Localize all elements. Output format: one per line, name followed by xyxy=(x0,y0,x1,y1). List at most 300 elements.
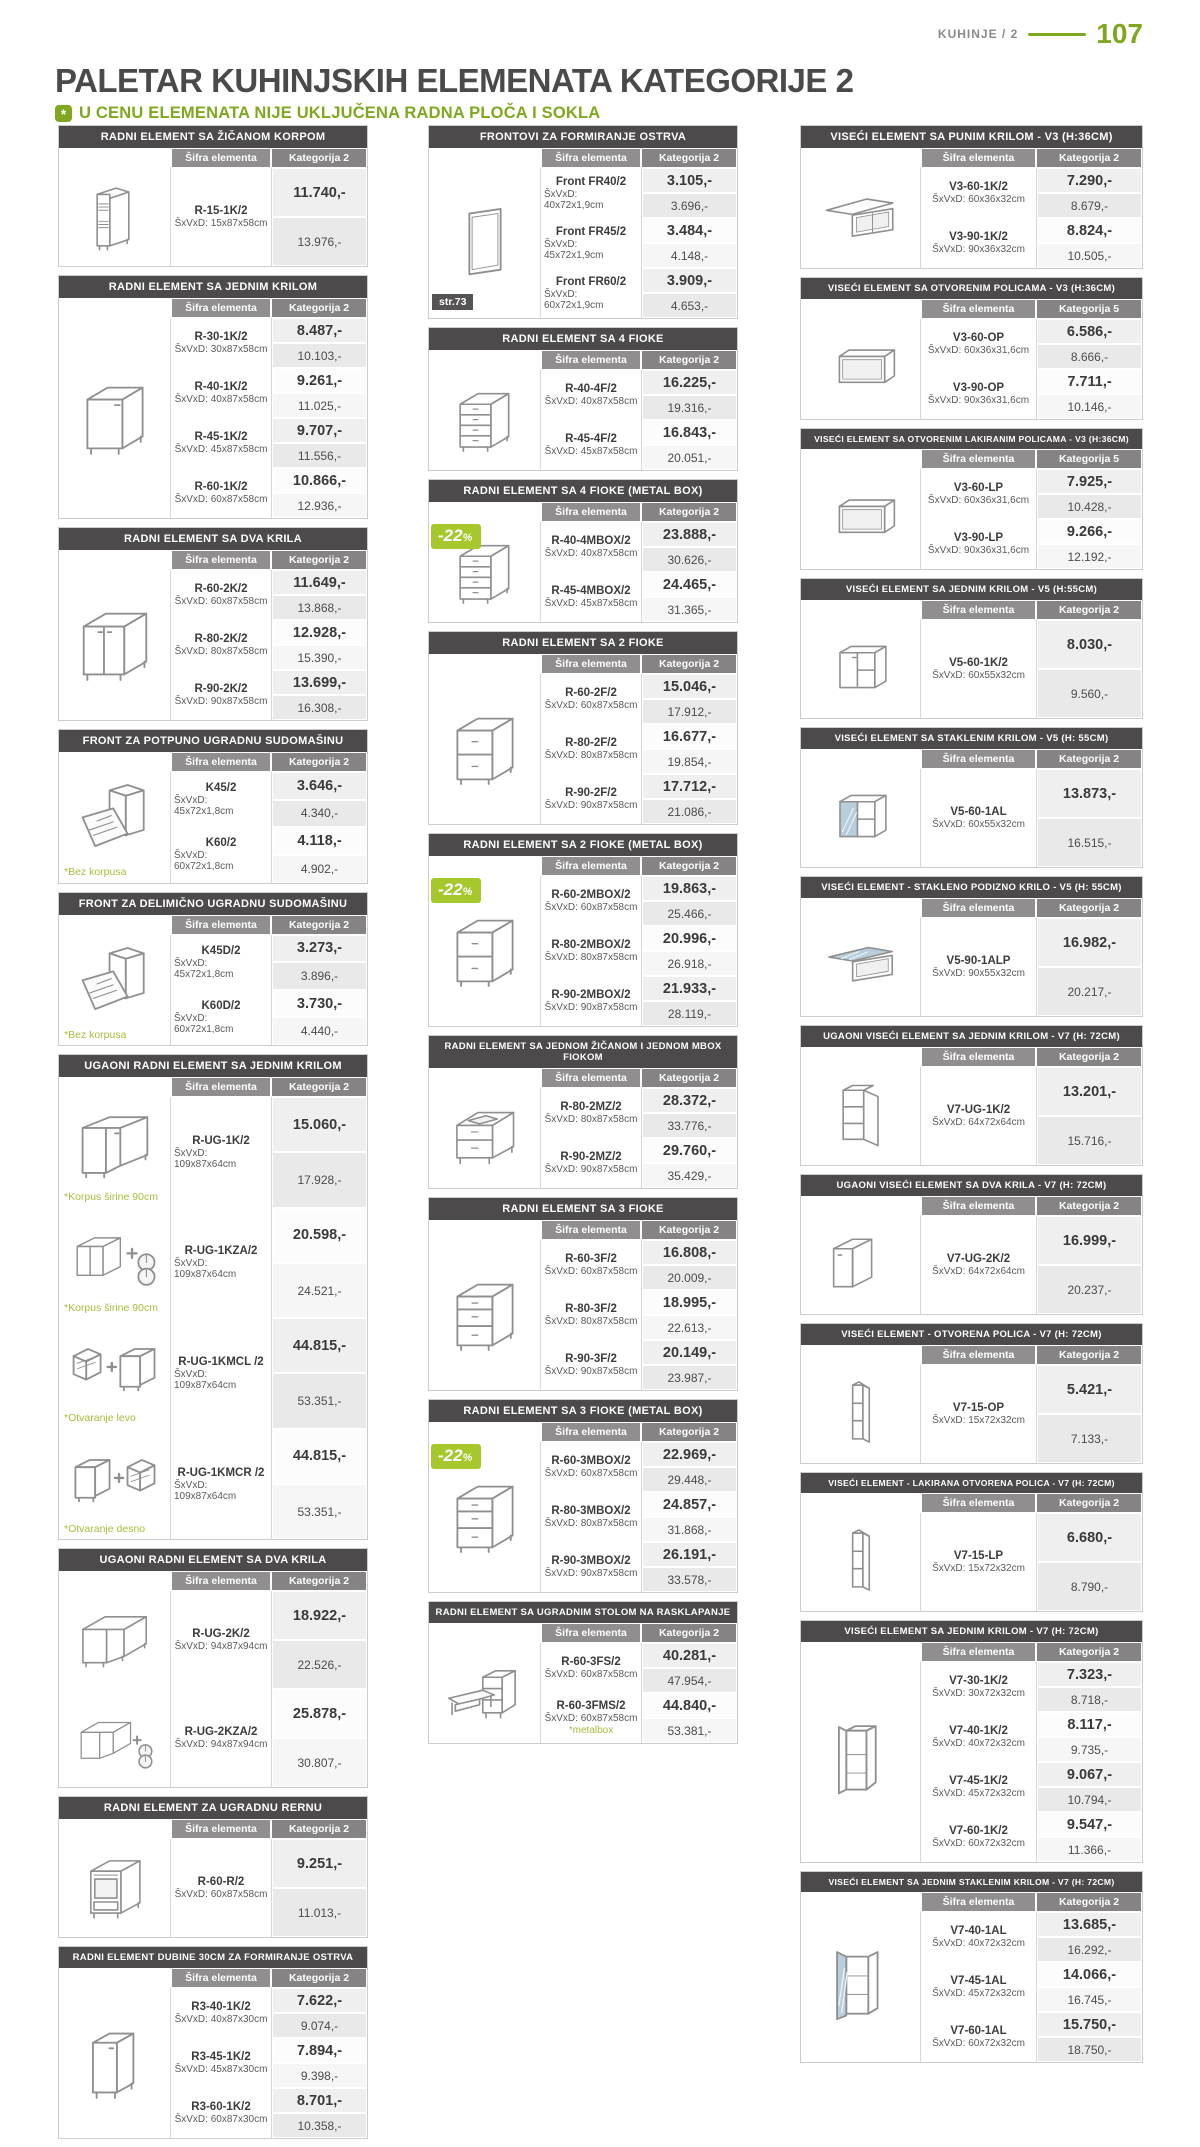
header-rule xyxy=(1028,33,1086,36)
price-current: 9.067,- xyxy=(1037,1762,1142,1787)
price-cell xyxy=(641,370,737,420)
asterisk-icon: * xyxy=(55,105,72,122)
element-dims: ŠxVxD: 45x87x30cm xyxy=(174,2064,268,2076)
element-code: R-45-1K/2 xyxy=(194,431,248,443)
price-current: 7.290,- xyxy=(1037,168,1142,193)
element-cell xyxy=(541,572,641,622)
element-cell xyxy=(921,1762,1036,1812)
element-cell xyxy=(921,1912,1036,1962)
corner-2door-icon xyxy=(75,1601,154,1680)
price-cell xyxy=(641,1240,737,1290)
price-cell xyxy=(271,1318,367,1429)
price-current: 8.701,- xyxy=(272,2088,367,2113)
code-column-header: Šifra elementa xyxy=(171,752,271,772)
table-header-spacer xyxy=(429,1623,541,1643)
table-title: VISEĆI ELEMENT - STAKLENO PODIZNO KRILO - V5 (H: 55CM) xyxy=(801,877,1142,898)
price-cell xyxy=(271,620,367,670)
price-current: 26.191,- xyxy=(642,1542,737,1567)
product-table xyxy=(58,125,368,267)
price-old: 16.745,- xyxy=(1037,1987,1142,2012)
price-cell xyxy=(271,418,367,468)
product-table xyxy=(58,1946,368,2139)
corner-wall-2door-icon xyxy=(821,1225,900,1304)
table-title: FRONT ZA DELIMIČNO UGRADNU SUDOMAŠINU xyxy=(59,893,367,915)
price-old: 4.902,- xyxy=(272,855,367,883)
product-figure xyxy=(59,1318,171,1429)
wall-open-icon xyxy=(820,479,901,560)
price-cell xyxy=(271,2088,367,2138)
table-header-spacer xyxy=(801,1642,921,1662)
price-old: 10.428,- xyxy=(1037,494,1142,519)
element-cell xyxy=(921,1712,1036,1762)
price-cell xyxy=(641,1442,737,1492)
drawers-4-icon xyxy=(444,380,525,461)
element-dims: ŠxVxD: 60x87x58cm xyxy=(174,596,268,607)
element-code: R-45-4F/2 xyxy=(565,433,617,445)
category-column-header: Kategorija 2 xyxy=(1036,600,1142,620)
price-old: 9.560,- xyxy=(1037,669,1142,718)
product-table xyxy=(428,833,738,1027)
product-figure xyxy=(59,772,171,883)
price-current: 16.808,- xyxy=(642,1240,737,1265)
price-old: 20.217,- xyxy=(1037,967,1142,1016)
shelf-narrow-icon xyxy=(821,1374,900,1453)
price-old: 15.390,- xyxy=(272,645,367,670)
element-dims: ŠxVxD: 109x87x64cm xyxy=(174,1147,237,1170)
price-old: 20.051,- xyxy=(642,445,737,470)
price-cell xyxy=(1036,918,1142,1016)
price-current: 8.117,- xyxy=(1037,1712,1142,1737)
product-table xyxy=(428,1399,738,1593)
element-code: R-90-2K/2 xyxy=(194,683,248,695)
price-old: 29.448,- xyxy=(642,1467,737,1492)
table-header-spacer xyxy=(429,856,541,876)
price-cell xyxy=(641,522,737,572)
table-title: RADNI ELEMENT SA ŽIČANOM KORPOM xyxy=(59,126,367,148)
price-cell xyxy=(271,2038,367,2088)
category-column-header: Kategorija 2 xyxy=(641,148,737,168)
element-dims: ŠxVxD: 80x87x58cm xyxy=(544,1316,638,1327)
table-title: VISEĆI ELEMENT - OTVORENA POLICA - V7 (H: 72CM) xyxy=(801,1324,1142,1345)
price-old: 53.351,- xyxy=(272,1484,367,1539)
price-old: 25.466,- xyxy=(642,901,737,926)
element-cell xyxy=(541,522,641,572)
price-cell xyxy=(271,168,367,266)
table-title: RADNI ELEMENT SA 2 FIOKE xyxy=(429,632,737,654)
element-code: V7-40-1AL xyxy=(950,1925,1007,1937)
catalog-column xyxy=(800,125,1143,2147)
drawers-2-icon xyxy=(439,703,531,795)
table-header-spacer xyxy=(59,148,171,168)
sink-drawer-icon xyxy=(444,1098,525,1179)
category-column-header: Kategorija 2 xyxy=(641,1220,737,1240)
table-body xyxy=(429,1068,737,1188)
element-cell xyxy=(171,368,271,418)
product-figure xyxy=(429,1442,541,1592)
price-old: 13.868,- xyxy=(272,595,367,620)
element-cell xyxy=(921,1812,1036,1862)
element-dims: ŠxVxD: 40x72x1,9cm xyxy=(544,188,604,211)
price-old: 11.556,- xyxy=(272,443,367,468)
price-cell xyxy=(1036,1762,1142,1812)
code-column-header: Šifra elementa xyxy=(541,1623,641,1643)
price-current: 44.815,- xyxy=(272,1318,367,1373)
product-figure xyxy=(801,1912,921,2062)
table-title: RADNI ELEMENT SA DVA KRILA xyxy=(59,528,367,550)
product-table xyxy=(800,1620,1143,1863)
table-title: RADNI ELEMENT SA 4 FIOKE (METAL BOX) xyxy=(429,480,737,502)
code-column-header: Šifra elementa xyxy=(171,298,271,318)
price-cell xyxy=(271,772,367,827)
price-current: 9.251,- xyxy=(272,1839,367,1888)
table-title: FRONT ZA POTPUNO UGRADNU SUDOMAŠINU xyxy=(59,730,367,752)
element-dims: ŠxVxD: 60x72x1,8cm xyxy=(174,1012,234,1035)
product-figure xyxy=(801,1365,921,1463)
product-figure xyxy=(59,1429,171,1540)
price-current: 14.066,- xyxy=(1037,1962,1142,1987)
element-dims: ŠxVxD: 90x36x31,6cm xyxy=(927,545,1030,556)
table-header-spacer xyxy=(801,1892,921,1912)
product-figure xyxy=(59,1208,171,1319)
element-code: R-40-4MBOX/2 xyxy=(551,535,631,547)
table-header-spacer xyxy=(59,752,171,772)
discount-badge: -22% xyxy=(431,524,481,549)
price-current: 9.547,- xyxy=(1037,1812,1142,1837)
element-code: V7-UG-2K/2 xyxy=(946,1253,1011,1265)
shelf-narrow-icon xyxy=(821,1522,900,1601)
element-dims: ŠxVxD: 90x87x58cm xyxy=(544,1164,638,1175)
category-column-header: Kategorija 2 xyxy=(1036,1345,1142,1365)
element-cell xyxy=(921,469,1036,519)
price-current: 29.760,- xyxy=(642,1138,737,1163)
product-figure xyxy=(59,1988,171,2138)
figure-note: *Bez korpusa xyxy=(64,1028,127,1041)
price-old: 21.086,- xyxy=(642,799,737,824)
price-current: 11.649,- xyxy=(272,570,367,595)
wall-open-icon xyxy=(820,329,901,410)
product-table xyxy=(800,125,1143,269)
table-header-spacer xyxy=(801,299,921,319)
wire-basket-icon xyxy=(75,177,154,256)
price-current: 15.060,- xyxy=(272,1097,367,1152)
price-current: 16.982,- xyxy=(1037,918,1142,967)
price-cell xyxy=(641,724,737,774)
product-figure xyxy=(801,918,921,1016)
price-cell xyxy=(1036,519,1142,569)
price-cell xyxy=(641,572,737,622)
price-current: 11.740,- xyxy=(272,168,367,217)
element-dims: ŠxVxD: 64x72x64cm xyxy=(932,1117,1025,1128)
code-column-header: Šifra elementa xyxy=(921,449,1036,469)
category-column-header: Kategorija 2 xyxy=(1036,1196,1142,1216)
code-column-header: Šifra elementa xyxy=(921,299,1036,319)
table-body xyxy=(801,1047,1142,1165)
code-column-header: Šifra elementa xyxy=(921,1345,1036,1365)
element-dims: ŠxVxD: 80x87x58cm xyxy=(544,750,638,761)
table-header-spacer xyxy=(429,148,541,168)
product-figure xyxy=(801,620,921,718)
table-title: RADNI ELEMENT SA JEDNIM KRILOM xyxy=(59,276,367,298)
element-dims: ŠxVxD: 90x36x31,6cm xyxy=(927,395,1030,406)
price-old: 8.718,- xyxy=(1037,1687,1142,1712)
product-figure xyxy=(59,1097,171,1208)
page-ref-tag: str.73 xyxy=(432,294,473,310)
figure-note: *Korpus širine 90cm xyxy=(64,1191,158,1204)
element-dims: ŠxVxD: 90x87x58cm xyxy=(544,800,638,811)
price-cell xyxy=(641,1643,737,1693)
price-current: 20.149,- xyxy=(642,1340,737,1365)
price-current: 5.421,- xyxy=(1037,1365,1142,1414)
table-body xyxy=(801,1892,1142,2062)
element-dims: ŠxVxD: 60x72x32cm xyxy=(932,2038,1025,2049)
element-dims: ŠxVxD: 60x55x32cm xyxy=(932,819,1025,830)
price-current: 13.873,- xyxy=(1037,769,1142,818)
price-current: 3.909,- xyxy=(642,268,737,293)
element-dims: ŠxVxD: 15x72x32cm xyxy=(932,1415,1025,1426)
element-cell xyxy=(921,918,1036,1016)
code-column-header: Šifra elementa xyxy=(921,898,1036,918)
element-dims: ŠxVxD: 94x87x94cm xyxy=(174,1641,268,1653)
category-column-header: Kategorija 2 xyxy=(641,1623,737,1643)
corner-left-icon xyxy=(70,1322,160,1412)
element-code: V7-15-OP xyxy=(952,1402,1005,1414)
element-dims: ŠxVxD: 30x87x58cm xyxy=(174,344,268,355)
category-column-header: Kategorija 2 xyxy=(1036,1493,1142,1513)
price-cell xyxy=(641,1340,737,1390)
element-dims: ŠxVxD: 40x87x30cm xyxy=(174,2014,268,2026)
product-figure xyxy=(429,168,541,318)
price-old: 20.237,- xyxy=(1037,1265,1142,1314)
price-old: 15.716,- xyxy=(1037,1116,1142,1165)
table-body xyxy=(801,749,1142,867)
table-body xyxy=(59,915,367,1046)
product-figure xyxy=(59,318,171,518)
discount-badge: -22% xyxy=(431,878,481,903)
price-old: 4.653,- xyxy=(642,293,737,318)
element-dims: ŠxVxD: 60x87x58cm xyxy=(174,494,268,505)
price-current: 19.863,- xyxy=(642,876,737,901)
element-dims: ŠxVxD: 15x72x32cm xyxy=(932,1563,1025,1574)
price-cell xyxy=(1036,769,1142,867)
price-current: 20.598,- xyxy=(272,1208,367,1263)
price-current: 15.750,- xyxy=(1037,2012,1142,2037)
element-cell xyxy=(171,1318,271,1429)
price-cell xyxy=(271,935,367,990)
element-cell xyxy=(541,1088,641,1138)
product-figure xyxy=(801,469,921,569)
price-cell xyxy=(1036,469,1142,519)
price-old: 31.365,- xyxy=(642,597,737,622)
price-old: 23.987,- xyxy=(642,1365,737,1390)
element-code: R-60-3FS/2 xyxy=(561,1656,621,1668)
price-current: 16.225,- xyxy=(642,370,737,395)
product-table xyxy=(428,631,738,825)
corner-wall-1door-icon xyxy=(821,1076,900,1155)
price-cell xyxy=(641,774,737,824)
price-current: 23.888,- xyxy=(642,522,737,547)
element-code: R-15-1K/2 xyxy=(194,205,248,217)
table-title: RADNI ELEMENT SA 3 FIOKE xyxy=(429,1198,737,1220)
product-table xyxy=(428,327,738,471)
code-column-header: Šifra elementa xyxy=(171,915,271,935)
price-cell xyxy=(271,570,367,620)
category-column-header: Kategorija 2 xyxy=(641,1422,737,1442)
product-figure xyxy=(429,1240,541,1390)
price-cell xyxy=(271,368,367,418)
element-dims: ŠxVxD: 60x87x58cm xyxy=(544,1468,638,1479)
price-old: 16.308,- xyxy=(272,695,367,720)
price-cell xyxy=(1036,1513,1142,1611)
element-cell xyxy=(541,420,641,470)
price-cell xyxy=(1036,1365,1142,1463)
element-code: R-UG-1KMCR /2 xyxy=(177,1466,265,1479)
price-current: 20.996,- xyxy=(642,926,737,951)
element-cell xyxy=(921,1662,1036,1712)
price-old: 30.626,- xyxy=(642,547,737,572)
table-title: UGAONI RADNI ELEMENT SA DVA KRILA xyxy=(59,1549,367,1571)
element-dims: ŠxVxD: 60x36x31,6cm xyxy=(927,495,1030,506)
table-body xyxy=(429,148,737,318)
price-cell xyxy=(271,468,367,518)
price-old: 17.928,- xyxy=(272,1152,367,1207)
code-column-header: Šifra elementa xyxy=(921,1047,1036,1067)
price-current: 13.685,- xyxy=(1037,1912,1142,1937)
price-current: 3.105,- xyxy=(642,168,737,193)
element-cell xyxy=(171,570,271,620)
table-body xyxy=(429,350,737,470)
figure-note: *Korpus širine 90cm xyxy=(64,1301,158,1314)
code-column-header: Šifra elementa xyxy=(921,600,1036,620)
product-figure xyxy=(801,1662,921,1862)
code-column-header: Šifra elementa xyxy=(171,148,271,168)
element-cell xyxy=(541,1542,641,1592)
element-dims: ŠxVxD: 94x87x94cm xyxy=(174,1739,268,1751)
element-cell xyxy=(171,670,271,720)
element-cell xyxy=(541,774,641,824)
element-cell xyxy=(171,1839,271,1937)
table-body xyxy=(59,1819,367,1937)
element-cell xyxy=(541,168,641,218)
wall-v5-icon xyxy=(821,629,900,708)
element-code: R-90-2F/2 xyxy=(565,787,617,799)
element-dims: ŠxVxD: 60x87x30cm xyxy=(174,2114,268,2126)
table-title: UGAONI VISEĆI ELEMENT SA DVA KRILA - V7 (H: 72CM) xyxy=(801,1175,1142,1196)
price-cell xyxy=(1036,168,1142,218)
price-current: 24.465,- xyxy=(642,572,737,597)
price-current: 4.118,- xyxy=(272,827,367,855)
price-current: 18.922,- xyxy=(272,1591,367,1640)
element-dims: ŠxVxD: 40x87x58cm xyxy=(544,548,638,559)
table-header-spacer xyxy=(429,1220,541,1240)
element-cell xyxy=(921,769,1036,867)
table-title: UGAONI VISEĆI ELEMENT SA JEDNIM KRILOM - V7 (H: 72CM) xyxy=(801,1026,1142,1047)
price-cell xyxy=(1036,319,1142,369)
price-old: 10.146,- xyxy=(1037,394,1142,419)
element-dims: ŠxVxD: 40x87x58cm xyxy=(544,396,638,407)
product-table xyxy=(58,1548,368,1788)
code-column-header: Šifra elementa xyxy=(541,856,641,876)
element-cell xyxy=(921,620,1036,718)
price-old: 10.358,- xyxy=(272,2113,367,2138)
element-code: R-UG-1KZA/2 xyxy=(184,1245,258,1258)
catalog-column xyxy=(428,125,738,2147)
element-code: R-60-3MBOX/2 xyxy=(551,1455,631,1467)
element-code: R3-60-1K/2 xyxy=(191,2101,251,2114)
figure-note: *Otvaranje levo xyxy=(64,1412,136,1425)
element-cell xyxy=(541,1492,641,1542)
table-title: RADNI ELEMENT SA 2 FIOKE (METAL BOX) xyxy=(429,834,737,856)
price-old: 4.440,- xyxy=(272,1017,367,1045)
element-cell xyxy=(541,724,641,774)
element-cell xyxy=(541,926,641,976)
element-cell xyxy=(541,1290,641,1340)
element-code: R-80-2F/2 xyxy=(565,737,617,749)
code-column-header: Šifra elementa xyxy=(541,1068,641,1088)
price-old: 30.807,- xyxy=(272,1738,367,1787)
element-cell xyxy=(171,1097,271,1208)
code-column-header: Šifra elementa xyxy=(171,1819,271,1839)
table-title: VISEĆI ELEMENT SA JEDNIM KRILOM - V5 (H:55CM) xyxy=(801,579,1142,600)
table-header-spacer xyxy=(59,915,171,935)
wall-glass-icon xyxy=(821,778,900,857)
table-body xyxy=(801,449,1142,569)
element-cell xyxy=(171,418,271,468)
code-column-header: Šifra elementa xyxy=(171,550,271,570)
element-cell xyxy=(921,218,1036,268)
element-cell xyxy=(171,827,271,882)
element-code: R-40-1K/2 xyxy=(194,381,248,393)
element-code: R-UG-1KMCL /2 xyxy=(178,1355,264,1368)
element-dims: ŠxVxD: 60x72x1,8cm xyxy=(174,850,234,873)
price-cell xyxy=(1036,1712,1142,1762)
table-body xyxy=(801,898,1142,1016)
element-cell xyxy=(171,1689,271,1787)
price-cell xyxy=(1036,2012,1142,2062)
price-old: 26.918,- xyxy=(642,951,737,976)
category-column-header: Kategorija 2 xyxy=(1036,749,1142,769)
price-old: 16.515,- xyxy=(1037,818,1142,867)
price-old: 28.119,- xyxy=(642,1001,737,1026)
element-dims: ŠxVxD: 90x87x58cm xyxy=(544,1568,638,1579)
element-dims: ŠxVxD: 60x87x58cm xyxy=(544,1669,638,1680)
element-code: R-90-3MBOX/2 xyxy=(551,1555,631,1567)
table-header-spacer xyxy=(801,749,921,769)
price-old: 16.292,- xyxy=(1037,1937,1142,1962)
element-cell xyxy=(541,218,641,268)
product-table xyxy=(428,1601,738,1744)
element-dims: ŠxVxD: 80x87x58cm xyxy=(544,1518,638,1529)
price-old: 24.521,- xyxy=(272,1263,367,1318)
price-current: 3.484,- xyxy=(642,218,737,243)
code-column-header: Šifra elementa xyxy=(541,148,641,168)
element-cell xyxy=(171,1591,271,1689)
product-figure xyxy=(59,168,171,266)
element-code: R-60-2MBOX/2 xyxy=(551,889,631,901)
price-current: 7.711,- xyxy=(1037,369,1142,394)
element-dims: ŠxVxD: 40x72x32cm xyxy=(932,1738,1025,1749)
product-table xyxy=(800,1025,1143,1166)
category-column-header: Kategorija 2 xyxy=(271,1968,367,1988)
element-code: R-90-2MBOX/2 xyxy=(551,989,631,1001)
table-header-spacer xyxy=(59,550,171,570)
dishwasher-front-icon xyxy=(70,776,160,866)
price-cell xyxy=(1036,620,1142,718)
price-cell xyxy=(271,1429,367,1540)
table-body xyxy=(801,1493,1142,1611)
product-table xyxy=(800,1323,1143,1464)
element-code: R-UG-2K/2 xyxy=(192,1628,250,1641)
price-current: 16.999,- xyxy=(1037,1216,1142,1265)
